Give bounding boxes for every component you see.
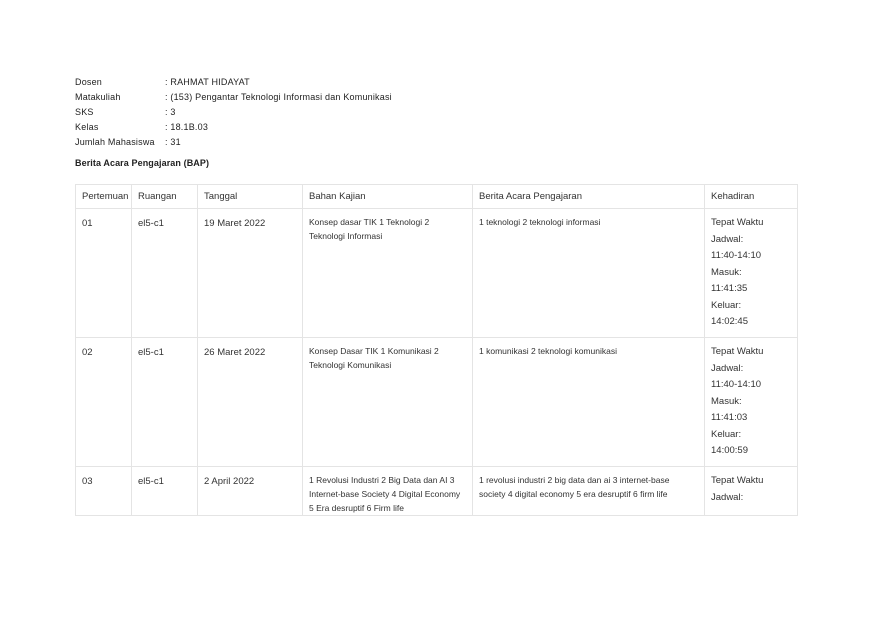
cell-ruangan: el5-c1 bbox=[132, 209, 198, 338]
jumlah-mahasiswa-value: : 31 bbox=[165, 137, 181, 147]
course-info bbox=[75, 75, 392, 150]
table-row bbox=[76, 338, 798, 467]
table-row bbox=[76, 467, 798, 516]
matakuliah-label: Matakuliah bbox=[75, 92, 121, 102]
section-title: Berita Acara Pengajaran (BAP) bbox=[75, 158, 210, 168]
info-row-jumlah-mahasiswa bbox=[75, 135, 392, 150]
dosen-value: : RAHMAT HIDAYAT bbox=[165, 77, 250, 87]
cell-berita-acara: 1 revolusi industri 2 big data dan ai 3 internet-base society 4 digital economy 5 era desruptif 6 firm life bbox=[473, 467, 705, 516]
keluar-label: Keluar: bbox=[711, 299, 742, 311]
kehadiran-status: Tepat Waktu bbox=[711, 217, 764, 228]
kelas-value: : 18.1B.03 bbox=[165, 122, 209, 132]
cell-bahan-kajian: Konsep Dasar TIK 1 Komunikasi 2 Teknologi Komunikasi bbox=[303, 338, 473, 467]
cell-bahan-kajian: Konsep dasar TIK 1 Teknologi 2 Teknologi Informasi bbox=[303, 209, 473, 338]
cell-pertemuan: 03 bbox=[76, 467, 132, 516]
header-pertemuan: Pertemuan bbox=[76, 185, 132, 209]
keluar-label: Keluar: bbox=[711, 428, 742, 440]
jadwal-label: Jadwal: bbox=[711, 233, 744, 245]
jadwal-value: 11:40-14:10 bbox=[711, 250, 762, 261]
cell-ruangan: el5-c1 bbox=[132, 338, 198, 467]
cell-tanggal: 2 April 2022 bbox=[198, 467, 303, 516]
keluar-value: 14:00:59 bbox=[711, 445, 748, 456]
header-ruangan: Ruangan bbox=[132, 185, 198, 209]
cell-tanggal: 26 Maret 2022 bbox=[198, 338, 303, 467]
jadwal-label: Jadwal: bbox=[711, 362, 744, 374]
cell-ruangan: el5-c1 bbox=[132, 467, 198, 516]
cell-tanggal: 19 Maret 2022 bbox=[198, 209, 303, 338]
info-row-dosen bbox=[75, 75, 392, 90]
jadwal-value: 11:40-14:10 bbox=[711, 379, 762, 390]
cell-kehadiran bbox=[705, 209, 798, 338]
cell-berita-acara: 1 teknologi 2 teknologi informasi bbox=[473, 209, 705, 338]
jumlah-mahasiswa-label: Jumlah Mahasiswa bbox=[75, 137, 155, 147]
info-row-matakuliah bbox=[75, 90, 392, 105]
table-row bbox=[76, 209, 798, 338]
cell-bahan-kajian: 1 Revolusi Industri 2 Big Data dan AI 3 Internet-base Society 4 Digital Economy 5 Era desruptif 6 Firm life bbox=[303, 467, 473, 516]
cell-kehadiran bbox=[705, 338, 798, 467]
header-berita-acara: Berita Acara Pengajaran bbox=[473, 185, 705, 209]
bap-table bbox=[75, 184, 798, 516]
cell-berita-acara: 1 komunikasi 2 teknologi komunikasi bbox=[473, 338, 705, 467]
cell-kehadiran bbox=[705, 467, 798, 516]
sks-value: : 3 bbox=[165, 107, 176, 117]
masuk-value: 11:41:03 bbox=[711, 412, 748, 423]
info-row-kelas bbox=[75, 120, 392, 135]
info-row-sks bbox=[75, 105, 392, 120]
masuk-value: 11:41:35 bbox=[711, 283, 748, 294]
keluar-value: 14:02:45 bbox=[711, 316, 748, 327]
cell-pertemuan: 01 bbox=[76, 209, 132, 338]
masuk-label: Masuk: bbox=[711, 266, 742, 278]
masuk-label: Masuk: bbox=[711, 395, 742, 407]
kehadiran-status: Tepat Waktu bbox=[711, 346, 764, 357]
kehadiran-status: Tepat Waktu bbox=[711, 475, 764, 486]
jadwal-label: Jadwal: bbox=[711, 491, 744, 503]
header-kehadiran: Kehadiran bbox=[705, 185, 798, 209]
header-tanggal: Tanggal bbox=[198, 185, 303, 209]
table-header-row bbox=[76, 185, 798, 209]
header-bahan-kajian: Bahan Kajian bbox=[303, 185, 473, 209]
matakuliah-value: : (153) Pengantar Teknologi Informasi dan Komunikasi bbox=[165, 92, 392, 102]
kelas-label: Kelas bbox=[75, 122, 99, 132]
sks-label: SKS bbox=[75, 107, 94, 117]
cell-pertemuan: 02 bbox=[76, 338, 132, 467]
dosen-label: Dosen bbox=[75, 77, 103, 87]
